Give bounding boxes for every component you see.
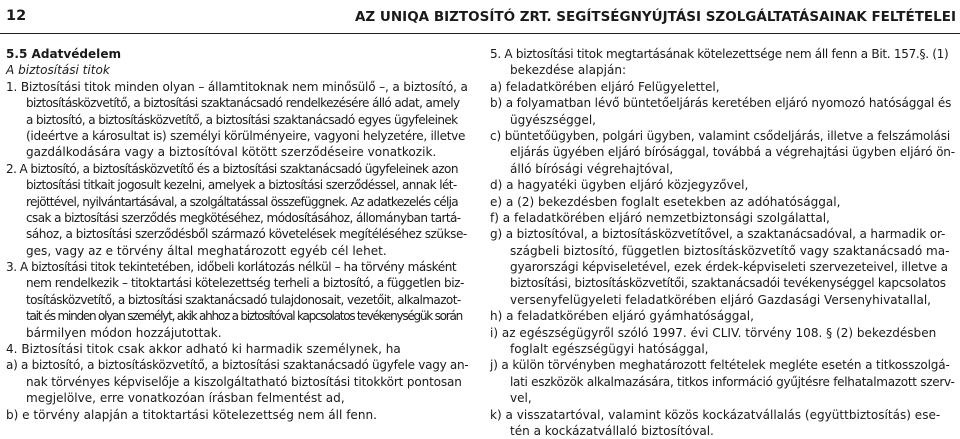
text-line: csak a biztosítási szerződés megkötéséhez, módosításához, állományban tartá- (26, 210, 461, 225)
running-title: AZ UNIQA BIZTOSÍTÓ ZRT. SEGÍTSÉGNYÚJTÁSI SZOLGÁLTATÁSAINAK FELTÉTELEI (354, 9, 956, 25)
text-line: sához, a biztosítási szerződésből származó követelések megítéléséhez szükse- (26, 227, 467, 242)
text-line: versenyfelügyeleti feladatkörében eljáró Gazdasági Versenyhivatallal, (510, 292, 932, 307)
text-line: szágbeli biztosító, független biztosításközvetítő vagy szaktanácsadó ma- (510, 243, 950, 258)
text-line: megjelölve, erre vonatkozóan írásban felmentést ad, (26, 391, 345, 406)
text-line: a) feladatkörében eljáró Felügyelettel, (490, 79, 720, 94)
page-number: 12 (6, 8, 27, 24)
text-line: álló bírósági végrehajtóval, (510, 161, 674, 176)
text-line: lati eszközök alkalmazására, titkos információ gyűjtésre felhatalmazott szerv- (510, 374, 955, 389)
text-line: tén a kockázatvállaló biztosítóval. (510, 423, 714, 438)
text-line: 2. A biztosító, a biztosításközvetítő és a biztosítási szaktanácsadó ügyfeleinek azon (6, 161, 458, 176)
text-line: eljárás ügyében eljáró bírósággal, továbbá a végrehajtási ügyben eljáró ön- (510, 145, 955, 160)
text-line: bármilyen módon hozzájutottak. (26, 325, 222, 340)
text-line: rejöttével, nyilvántartásával, a szolgáltatással összefüggnek. Az adatkezelés célja (26, 194, 458, 209)
text-line: gyarországi képviseletével, ezek érdek-képviseleti szervezeteivel, illetve a (510, 260, 948, 275)
text-line: ges, vagy az e törvény által meghatározott egyéb cél lehet. (26, 243, 387, 258)
page-header (0, 0, 960, 34)
text-line: 4. Biztosítási titok csak akkor adható ki harmadik személynek, ha (6, 342, 401, 357)
text-line: biztosításközvetítő, a biztosítási szaktanácsadó rendelkezésére álló adat, amely (26, 96, 460, 111)
text-line: d) a hagyatéki ügyben eljáró közjegyzővel, (490, 178, 749, 193)
text-line: a) a biztosító, a biztosításközvetítő, a biztosítási szaktanácsadó ügyfele vagy an- (6, 358, 469, 373)
text-line: f) a feladatkörében eljáró nemzetbiztonsági szolgálattal, (490, 210, 830, 225)
section-title: 5.5 Adatvédelem (6, 47, 122, 61)
left-column (6, 46, 468, 423)
text-line: c) büntetőügyben, polgári ügyben, valamint csődeljárás, illetve a felszámolási (490, 128, 951, 143)
text-line: b) a folyamatban lévő büntetőeljárás keretében eljáró nyomozó hatósággal és (490, 96, 952, 111)
text-line: tait és minden olyan személyt, akik ahhoz a biztosítóval kapcsolatos tevékenységük során (26, 309, 462, 324)
text-line: h) a feladatkörében eljáró gyámhatósággal, (490, 309, 754, 324)
text-line: bekezdése alapján: (510, 63, 627, 78)
text-line: 5. A biztosítási titok megtartásának kötelezettsége nem áll fenn a Bit. 157.§. (1) (490, 47, 949, 61)
text-line: biztosítási titkait jogosult kezelni, amelyek a biztosítási szerződéssel, annak lét- (26, 178, 457, 193)
text-line: j) a külön törvényben meghatározott feltételek megléte esetén a titkosszolgá- (490, 358, 950, 373)
text-line: tosításközvetítő, a biztosítási szaktanácsadó tulajdonosait, vezetőit, alkalmazot- (26, 292, 461, 307)
text-line: nem rendelkezik – titoktartási kötelezettség terheli a biztosító, a független biz- (26, 276, 464, 291)
text-line: foglalt egészségügyi hatósággal, (510, 342, 709, 357)
text-line: k) a visszatartóval, valamint közös kockázatvállalás (együttbiztosítás) ese- (490, 407, 941, 422)
right-column (490, 46, 956, 439)
text-line: i) az egészségügyről szóló 1997. évi CLIV. törvény 108. § (2) bekezdésben (490, 325, 937, 340)
text-line: b) e törvény alapján a titoktartási kötelezettség nem áll fenn. (6, 407, 377, 422)
text-line: ügyészséggel, (510, 112, 596, 127)
text-line: e) a (2) bekezdésben foglalt esetekben az adóhatósággal, (490, 194, 841, 209)
text-line: 1. Biztosítási titok minden olyan – államtitoknak nem minősülő –, a biztosító, a (6, 79, 468, 94)
text-line: a biztosító, a biztosításközvetítő, a biztosítási szaktanácsadó egyes ügyfeleinek (26, 112, 458, 127)
text-line: 3. A biztosítási titok tekintetében, időbeli korlátozás nélkül – ha törvény másként (6, 260, 457, 275)
text-line: vel, (510, 391, 532, 406)
subsection-title: A biztosítási titok (6, 63, 110, 78)
text-line: g) a biztosítóval, a biztosításközvetítővel, a szaktanácsadóval, a harmadik or- (490, 227, 946, 242)
text-line: (ideértve a károsultat is) személyi körülményeire, vagyoni helyzetére, illetve (26, 128, 466, 143)
text-line: biztosítási, biztosításközvetítői, szaktanácsadói tevékenységgel kapcsolatos (510, 276, 946, 291)
text-line: nak törvényes képviselője a kiszolgáltatható biztosítási titokkört pontosan (26, 374, 462, 389)
text-line: gazdálkodására vagy a biztosítóval kötött szerződéseire vonatkozik. (26, 145, 437, 160)
